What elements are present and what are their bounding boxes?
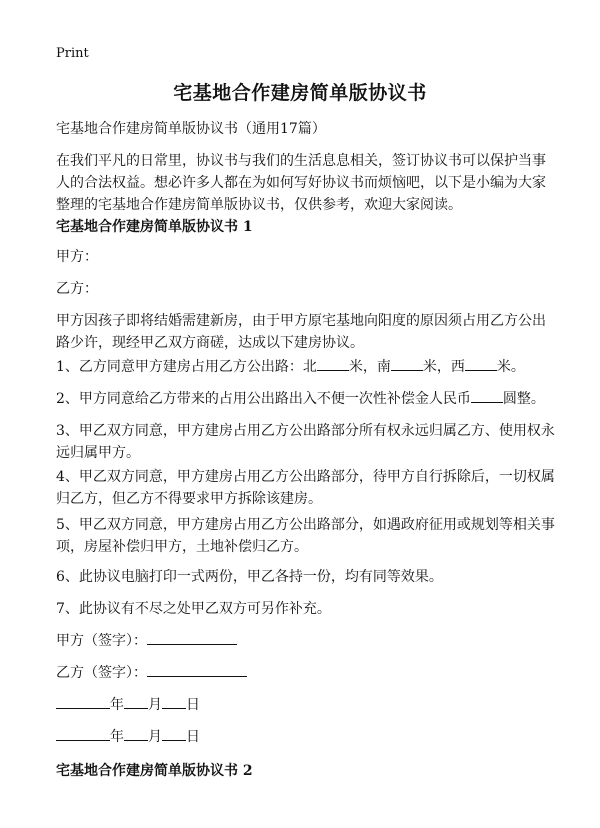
- clause-7: 7、此协议有不尽之处甲乙双方可另作补充。: [56, 601, 331, 617]
- section2-heading: 宅基地合作建房简单版协议书 2: [56, 763, 253, 779]
- blank-day: [162, 694, 186, 709]
- blank-month: [124, 694, 148, 709]
- clause-3: 3、甲乙双方同意，甲方建房占用乙方公出路部分所有权永远归属乙方、使用权永远归属甲方。: [56, 423, 555, 461]
- clause-4: 4、甲乙双方同意，甲方建房占用乙方公出路部分，待甲方自行拆除后，一切权属归乙方，但乙方不得要求甲方拆除该建房。: [56, 469, 555, 507]
- day-label: 日: [186, 729, 200, 745]
- blank-year: [56, 694, 110, 709]
- blank-year: [56, 726, 110, 741]
- clause-2-part-a: 2、甲方同意给乙方带来的占用公出路出入不便一次性补偿金人民币: [56, 391, 471, 407]
- signature-b-label: 乙方（签字）：: [56, 665, 147, 681]
- blank-north: [317, 356, 349, 371]
- date-line-1: [56, 694, 556, 716]
- clause-6: 6、此协议电脑打印一式两份，甲乙各持一份，均有同等效果。: [56, 569, 443, 585]
- intro-paragraph: 在我们平凡的日常里，协议书与我们的生活息息相关，签订协议书可以保护当事人的合法权益。想必许多人都在为如何写好协议书而烦恼吧，以下是小编为大家整理的宅基地合作建房简单版协议书，仅供参考，欢迎大家阅读。: [56, 153, 546, 213]
- blank-day: [162, 726, 186, 741]
- preamble-paragraph: 甲方因孩子即将结婚需建新房，由于甲方原宅基地向阳度的原因须占用乙方公出路少许，现经甲乙双方商磋，达成以下建房协议。: [56, 313, 546, 351]
- blank-month: [124, 726, 148, 741]
- month-label: 月: [148, 697, 162, 713]
- clause-2-part-b: 圆整。: [502, 391, 545, 407]
- clause-1-part-c: 米，西: [422, 359, 465, 375]
- print-link[interactable]: Print: [56, 46, 89, 61]
- blank-west: [465, 356, 497, 371]
- clause-1: [56, 356, 556, 378]
- signature-a-label: 甲方（签字）：: [56, 633, 147, 649]
- signature-a-line: [147, 630, 237, 645]
- clause-1-part-b: 米，南: [348, 359, 391, 375]
- signature-party-b: [56, 662, 556, 684]
- year-label: 年: [110, 729, 124, 745]
- subtitle: 宅基地合作建房简单版协议书（通用17篇）: [56, 121, 326, 137]
- page-title: 宅基地合作建房简单版协议书: [173, 82, 427, 104]
- clause-2: [56, 388, 556, 410]
- party-b-label: 乙方：: [56, 281, 98, 297]
- clause-5: 5、甲乙双方同意，甲方建房占用乙方公出路部分，如遇政府征用或规划等相关事项，房屋补偿归甲方，土地补偿归乙方。: [56, 517, 555, 555]
- day-label: 日: [186, 697, 200, 713]
- date-line-2: [56, 726, 556, 748]
- signature-party-a: [56, 630, 556, 652]
- month-label: 月: [148, 729, 162, 745]
- blank-south: [391, 356, 423, 371]
- year-label: 年: [110, 697, 124, 713]
- signature-b-line: [147, 662, 247, 677]
- clause-1-part-d: 米。: [496, 359, 525, 375]
- blank-amount: [471, 388, 503, 403]
- section1-heading: 宅基地合作建房简单版协议书 1: [56, 219, 253, 235]
- party-a-label: 甲方：: [56, 249, 98, 265]
- clause-1-part-a: 1、乙方同意甲方建房占用乙方公出路：北: [56, 359, 317, 375]
